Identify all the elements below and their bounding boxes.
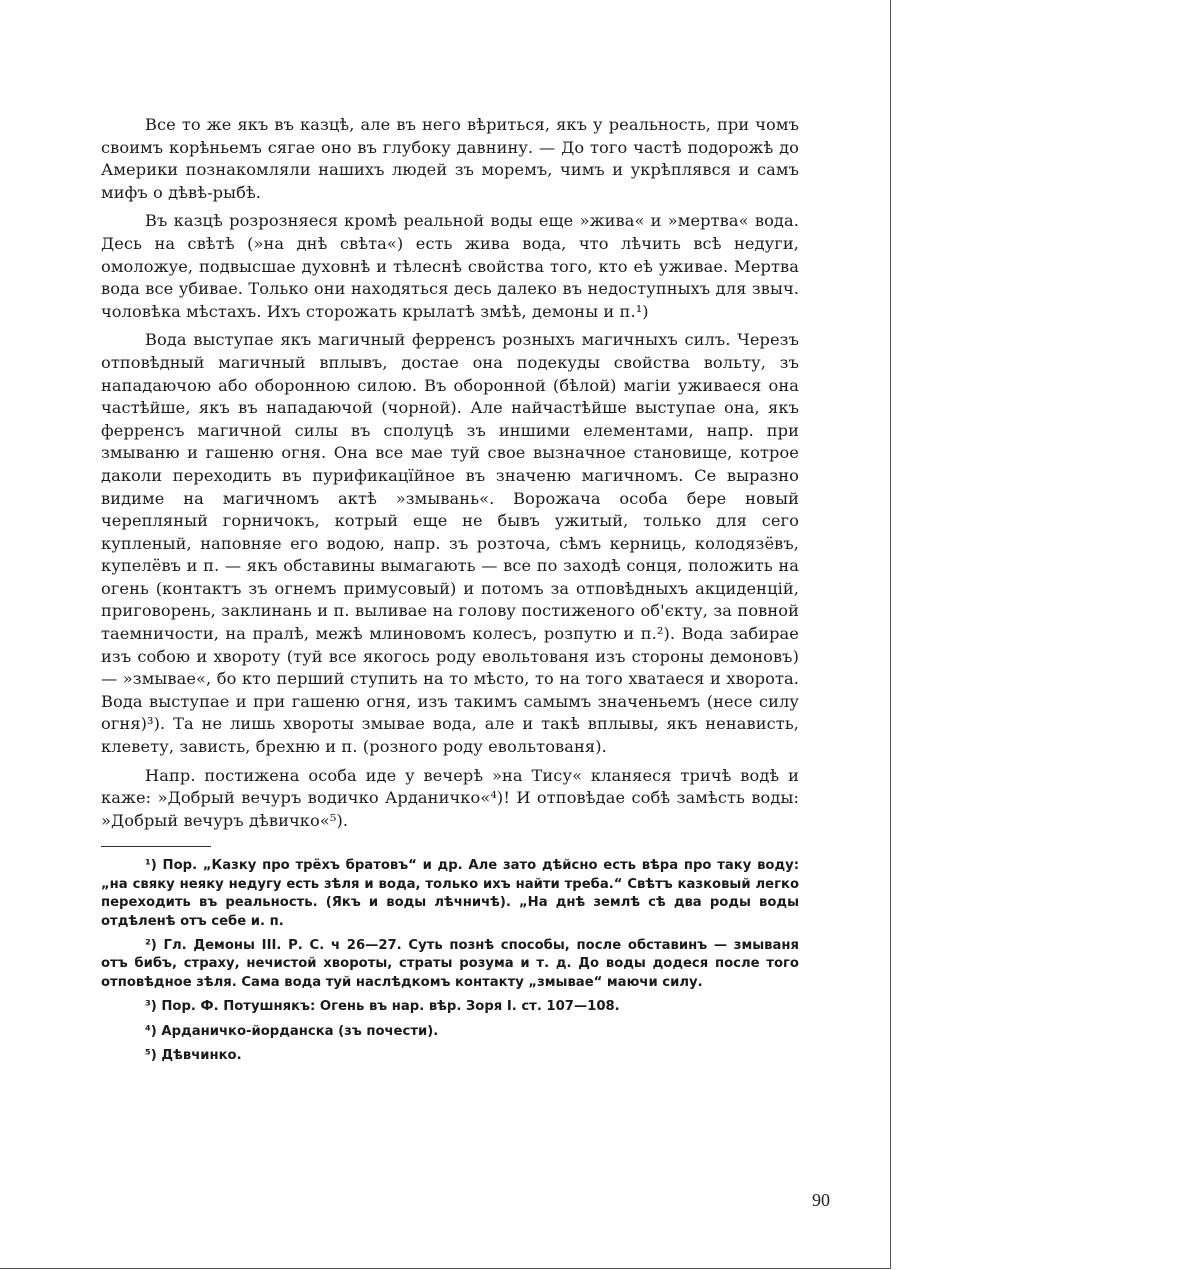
- footnote-3: ³) Пор. Ф. Потушнякъ: Огень въ нар. вѣр. Зоря I. ст. 107—108.: [145, 999, 620, 1015]
- footnote-divider: [101, 846, 211, 847]
- footnote-2: ²) Гл. Демоны III. Р. С. ч 26—27. Суть познѣ способы, после обставинъ — змываня отъ бибъ, страху, нечистой хвороты, страты розума и т. д. До воды додеся после того отповѣдное зѣля. Сама вода туй наслѣдкомъ контакту „змывае“ маючи силу.: [101, 938, 799, 990]
- page-content: [101, 114, 799, 1071]
- footnote-4: ⁴) Арданичко-йорданска (зъ почести).: [145, 1023, 439, 1039]
- paragraph-2: Въ казцѣ розрозняеся кромѣ реальной воды еще »жива« и »мертва« вода. Десь на свѣтѣ (»на днѣ свѣта«) есть жива вода, что лѣчить всѣ недуги, омоложуе, подвысшае духовнѣ и тѣлеснѣ свойства того, кто еѣ уживае. Мертва вода все убивае. Только они находяться десь далеко въ недоступныхъ для звыч. чоловѣка мѣстахъ. Ихъ сторожать крылатѣ змѣѣ, демоны и п.¹): [101, 211, 799, 321]
- page-number: 90: [812, 1190, 830, 1210]
- paragraph-3: Вода выступае якъ магичный ферренсъ розныхъ магичныхъ силъ. Черезъ отповѣдный магичный вплывъ, достае она подекуды свойства вольту, зъ нападаючою або оборонною силою. Въ оборонной (бѣлой) магіи уживаеся она частѣйше, якъ въ нападаючой (чорной). Але найчастѣйше выступае она, якъ ферренсъ магичной силы въ сполуцѣ зъ иншими елементами, напр. при змываню и гашеню огня. Она все мае туй свое вызначное становище, котрое даколи переходить въ пурификацїйное въ значеню магичномъ. Се выразно видиме на магичномъ актѣ »змывань«. Ворожача особа бере новый черепляный горничокъ, котрый еще не бывъ ужитый, только для сего купленый, наповняе его водою, напр. зъ розточа, сѣмъ керниць, колодязёвъ, купелёвъ и п. — якъ обставины вымагають — все по заходѣ сонця, положить на огень (контактъ зъ огнемъ примусовый) и потомъ за отповѣдныхъ акциденцій, приговорень, заклинань и п. выливае на голову постиженого об'єкту, за повной таемничости, на пралѣ, межѣ млиновомъ колесъ, розпутю и п.²). Вода забирае изъ собою и хвороту (туй все якогось роду евольтованя изъ стороны демоновъ) — »змывае«, бо кто перший ступить на то мѣсто, то на того хватаеся и хворота. Вода выступае и при гашеню огня, изъ такимъ самымъ значеньемъ (несе силу огня)³). Та не лишь хвороты змывае вода, але и такѣ вплывы, якъ ненависть, клевету, зависть, брехню и п. (розного роду евольтованя).: [101, 330, 799, 757]
- paragraph-4: Напр. постижена особа иде у вечерѣ »на Тису« кланяеся тричѣ водѣ и каже: »Добрый вечуръ водичко Арданичко«⁴)! И отповѣдае собѣ замѣсть воды: »Добрый вечуръ дѣвичко«⁵).: [101, 765, 799, 830]
- footnote-1: ¹) Пор. „Казку про трёхъ братовъ“ и др. Але зато дѣйсно есть вѣра про таку воду: „на свяку неяку недугу есть зѣля и вода, только ихъ найти треба.“ Свѣтъ казковый легко переходить въ реальность. (Якъ и воды лѣчничѣ). „На днѣ землѣ сѣ два роды воды отдѣленѣ отъ себе и. п.: [101, 858, 799, 929]
- footnote-5: ⁵) Дѣвчинко.: [145, 1048, 242, 1064]
- paragraph-1: Все то же якъ въ казцѣ, але въ него вѣриться, якъ у реальность, при чомъ своимъ корѣньемъ сягае оно въ глубоку давнину. — До того частѣ подорожѣ до Америки познакомляли нашихъ людей зъ моремъ, чимъ и укрѣплявся и самъ мифъ о дѣвѣ-рыбѣ.: [101, 115, 799, 202]
